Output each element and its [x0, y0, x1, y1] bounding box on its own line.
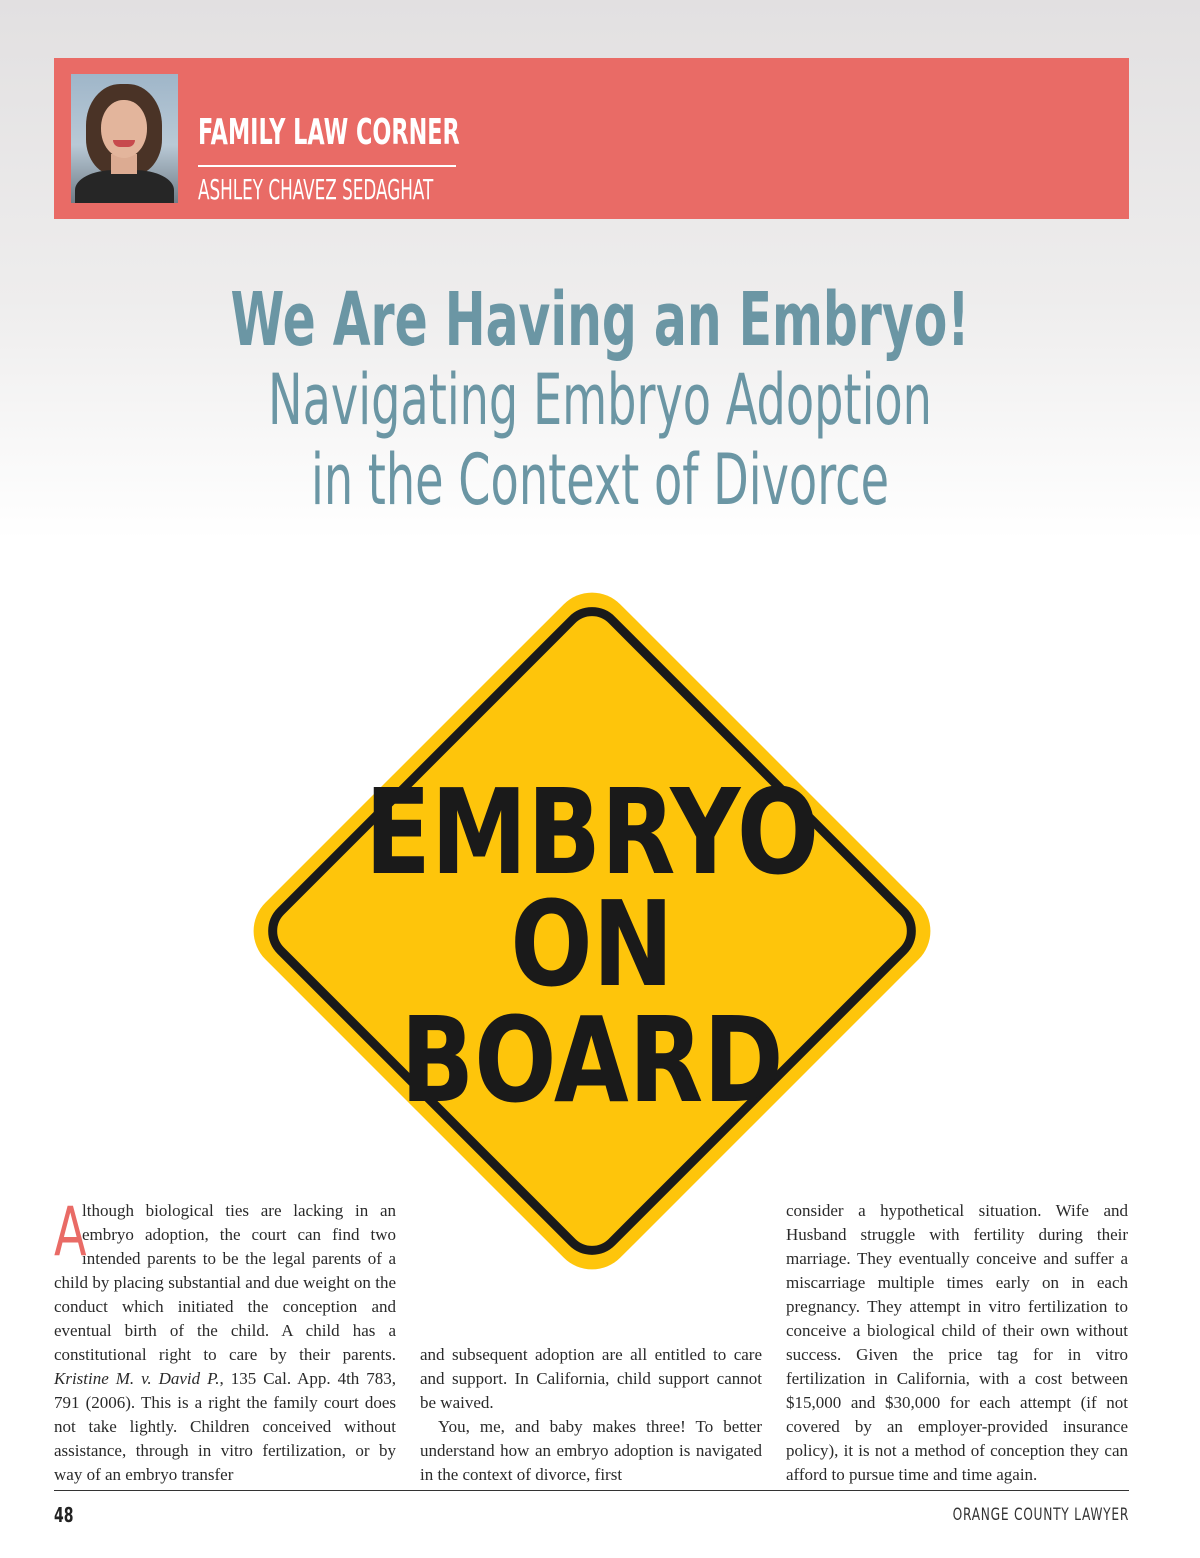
article-title: We Are Having an Embryo!: [230, 277, 970, 363]
article-headline: [0, 277, 1200, 521]
article-subtitle-line1: Navigating Embryo Adoption: [268, 359, 932, 441]
sign-line-2: ON: [510, 875, 674, 1013]
article-column-2: [420, 1343, 762, 1487]
page-number: 48: [54, 1503, 74, 1527]
author-name: ASHLEY CHAVEZ SEDAGHAT: [198, 173, 434, 206]
article-column-1: [54, 1193, 396, 1487]
case-name: Kristine M. v. David P.: [54, 1369, 220, 1388]
article-subtitle-line2: in the Context of Divorce: [310, 439, 890, 521]
article-column-3: [786, 1199, 1128, 1487]
case-citation: , 135 Cal. App. 4th 783, 791 (2006). This is a right the family court does not take lightly. Children conceived without assistance, through in vitro fertilization, or by way of an embryo transfer: [54, 1369, 396, 1484]
sign-line-3: BOARD: [400, 991, 784, 1129]
footer-divider: [54, 1490, 1129, 1491]
section-title: FAMILY LAW CORNER: [198, 112, 460, 153]
section-divider: [198, 165, 456, 167]
article-paragraph: and subsequent adoption are all entitled to care and support. In California, child support cannot be waived.: [420, 1345, 762, 1412]
drop-cap: A: [54, 1193, 87, 1272]
article-paragraph: You, me, and baby makes three! To better understand how an embryo adoption is navigated in the context of divorce, first: [420, 1417, 762, 1484]
sign-line-1: EMBRYO: [364, 763, 820, 901]
author-photo: [71, 74, 178, 203]
publication-name: ORANGE COUNTY LAWYER: [952, 1505, 1129, 1525]
article-paragraph: consider a hypothetical situation. Wife and Husband struggle with fertility during their marriage. They eventually conceive and suffer a miscarriage multiple times early on in each pregnancy. They attempt in vitro fertilization to conceive a biological child of their own without success. Given the price tag for in vitro fertilization in California, with a cost between $15,000 and $30,000 for each attempt (if not covered by an employer-provided insurance policy), it is not a method of conception they can afford to pursue time and time again.: [786, 1201, 1128, 1484]
article-text-col1: lthough biological ties are lacking in an embryo adoption, the court can find two intended parents to be the legal parents of a child by placing substantial and due weight on the conduct which initiated the conception and eventual birth of the child. A child has a constitutional right to care by their parents.: [54, 1201, 396, 1364]
section-banner: [54, 58, 1129, 219]
